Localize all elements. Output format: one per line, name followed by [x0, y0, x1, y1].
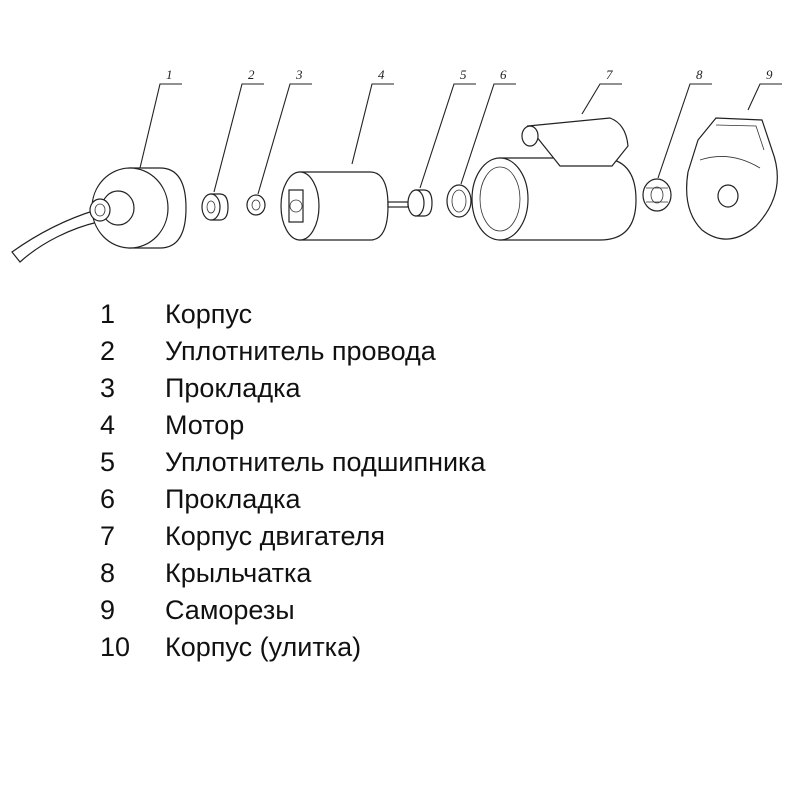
- callout-2: 2: [248, 67, 255, 82]
- legend-number: 3: [100, 373, 116, 403]
- part-6-gasket: [447, 185, 471, 217]
- part-3-gasket: [247, 195, 265, 215]
- leader-lines: [140, 84, 782, 194]
- legend-label: Мотор: [165, 410, 245, 440]
- legend-label: Прокладка: [165, 373, 301, 403]
- callout-5: 5: [460, 67, 467, 82]
- legend-label: Уплотнитель подшипника: [165, 447, 486, 477]
- legend-label: Саморезы: [165, 595, 295, 625]
- legend-number: 6: [100, 484, 116, 514]
- parts-legend: [100, 296, 700, 666]
- legend-row: [100, 333, 700, 370]
- legend-row: [100, 481, 700, 518]
- legend-row: [100, 407, 700, 444]
- legend-label: Корпус двигателя: [165, 521, 385, 551]
- legend-number: 4: [100, 410, 116, 440]
- part-1-housing: [12, 168, 186, 262]
- callout-9: 9: [766, 67, 773, 82]
- part-7-motor-housing: [472, 118, 636, 240]
- callout-3: 3: [296, 67, 303, 82]
- legend-label: Прокладка: [165, 484, 301, 514]
- callout-6: 6: [500, 67, 507, 82]
- callout-8: 8: [696, 67, 703, 82]
- part-4-motor: [281, 172, 408, 240]
- callout-1: 1: [166, 67, 173, 82]
- legend-row: [100, 518, 700, 555]
- legend-number: 10: [100, 632, 131, 662]
- legend-row: [100, 555, 700, 592]
- legend-label: Корпус (улитка): [165, 632, 362, 662]
- callout-4: 4: [378, 67, 385, 82]
- legend-row: [100, 296, 700, 333]
- legend-row: [100, 592, 700, 629]
- legend-row: [100, 370, 700, 407]
- exploded-view-diagram: [0, 0, 800, 270]
- legend-number: 2: [100, 336, 116, 366]
- legend-number: 1: [100, 299, 116, 329]
- legend-number: 9: [100, 595, 116, 625]
- legend-row: [100, 629, 700, 666]
- legend-number: 8: [100, 558, 116, 588]
- legend-label: Крыльчатка: [165, 558, 312, 588]
- part-9-volute-housing: [687, 118, 778, 239]
- legend-label: Уплотнитель провода: [165, 336, 436, 366]
- legend-row: [100, 444, 700, 481]
- part-8-impeller: [643, 179, 671, 211]
- legend-number: 7: [100, 521, 116, 551]
- callout-7: 7: [606, 67, 613, 82]
- legend-number: 5: [100, 447, 116, 477]
- part-2-cable-seal: [202, 194, 228, 220]
- legend-label: Корпус: [165, 299, 253, 329]
- part-5-bearing-seal: [408, 190, 432, 216]
